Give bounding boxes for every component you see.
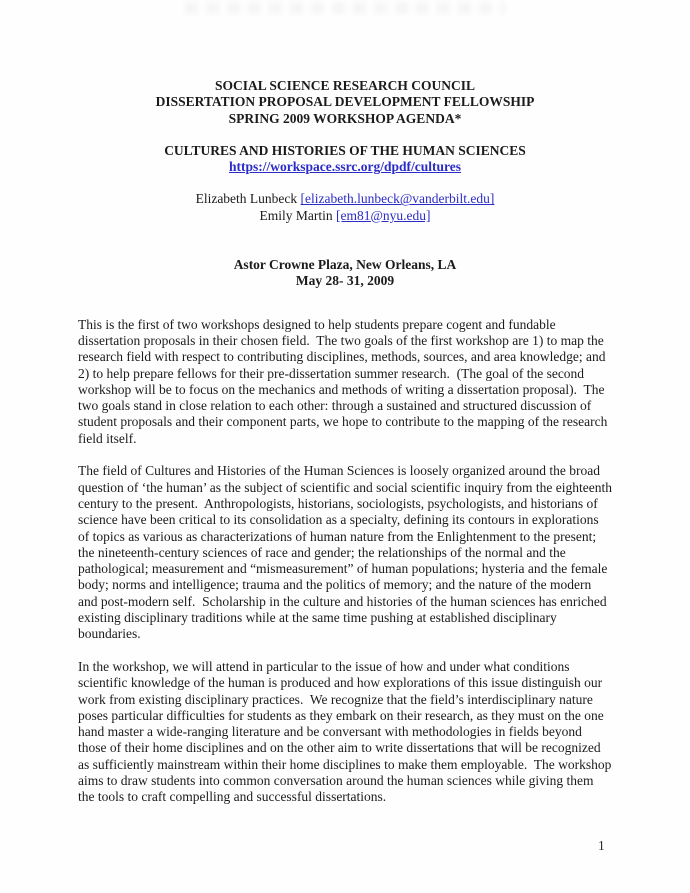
body-paragraphs (78, 316, 616, 806)
workspace-url-link[interactable]: https://workspace.ssrc.org/dpdf/cultures (228, 159, 461, 175)
venue-location: Astor Crowne Plaza, New Orleans, LA (233, 257, 457, 273)
organizer-email-link[interactable]: [em81@nyu.edu] (335, 207, 431, 223)
header-fellowship-line: DISSERTATION PROPOSAL DEVELOPMENT FELLOWSHIP (155, 94, 535, 110)
organizer-line (78, 208, 612, 224)
page-number: 1 (598, 838, 605, 853)
header-agenda-line: SPRING 2009 WORKSHOP AGENDA* (228, 110, 462, 126)
organizer-email-link[interactable]: [elizabeth.lunbeck@vanderbilt.edu] (300, 191, 495, 207)
program-title: CULTURES AND HISTORIES OF THE HUMAN SCIENCES (164, 142, 526, 158)
document-content (78, 78, 616, 822)
header-org-line: SOCIAL SCIENCE RESEARCH COUNCIL (215, 78, 475, 93)
paragraph-workshop-focus: In the workshop, we will attend in particular to the issue of how and under what conditions scientific knowledge of the human is produced and how explorations of this issue distinguish our work from existing disciplinary practices. We recognize that the field’s interdisciplinary nature poses particular difficulties for students as they embark on their research, as they must on the one hand master a wide-ranging literature and be conversant with methodologies in fields beyond those of their home disciplines and on the other aim to write dissertations that will be recognized as sufficiently mainstream within their home disciplines to make them employable. The workshop aims to draw students into common conversation around the human sciences while giving them the tools to craft compelling and successful dissertations. (78, 658, 615, 805)
program-url-line (78, 159, 612, 175)
organizers-block (78, 191, 612, 224)
organizer-name: Emily Martin (259, 207, 336, 223)
paragraph-workshop-goals: This is the first of two workshops designed to help students prepare cogent and fundable dissertation proposals in their chosen field. The two goals of the first workshop are 1) to map the research field with respect to contributing disciplines, methods, sources, and area knowledge; and 2) to help prepare fellows for their pre-dissertation summer research. (The goal of the second workshop will be to focus on the mechanics and methods of writing a dissertation proposal). The two goals stand in close relation to each other: through a sustained and structured discussion of student proposals and their component parts, we hope to contribute to the mapping of the research field itself. (78, 316, 611, 446)
organizer-line (78, 191, 612, 207)
venue-dates: May 28- 31, 2009 (295, 273, 395, 289)
organizer-name: Elizabeth Lunbeck (195, 191, 301, 207)
scan-artifact-band (185, 2, 505, 14)
paragraph-field-description: The field of Cultures and Histories of the Human Sciences is loosely organized around the broad question of ‘the human’ as the subject of scientific and social scientific inquiry from the eighteenth century to the present. Anthropologists, historians, sociologists, psychologists, and historians of science have been critical to its consolidation as a specialty, defining its contours in explorations of topics as various as characterizations of human nature from the Enlightenment to the present; the nineteenth-century sciences of race and gender; the relationships of the normal and the pathological; measurement and “mismeasurement” of human populations; hysteria and the female body; norms and intelligence; trauma and the politics of memory; and the nature of the modern and post-modern self. Scholarship in the culture and histories of the human sciences has enriched existing disciplinary traditions while at the same time pushing at established disciplinary boundaries. (78, 463, 616, 642)
document-header (78, 78, 612, 175)
venue-block (78, 257, 612, 290)
